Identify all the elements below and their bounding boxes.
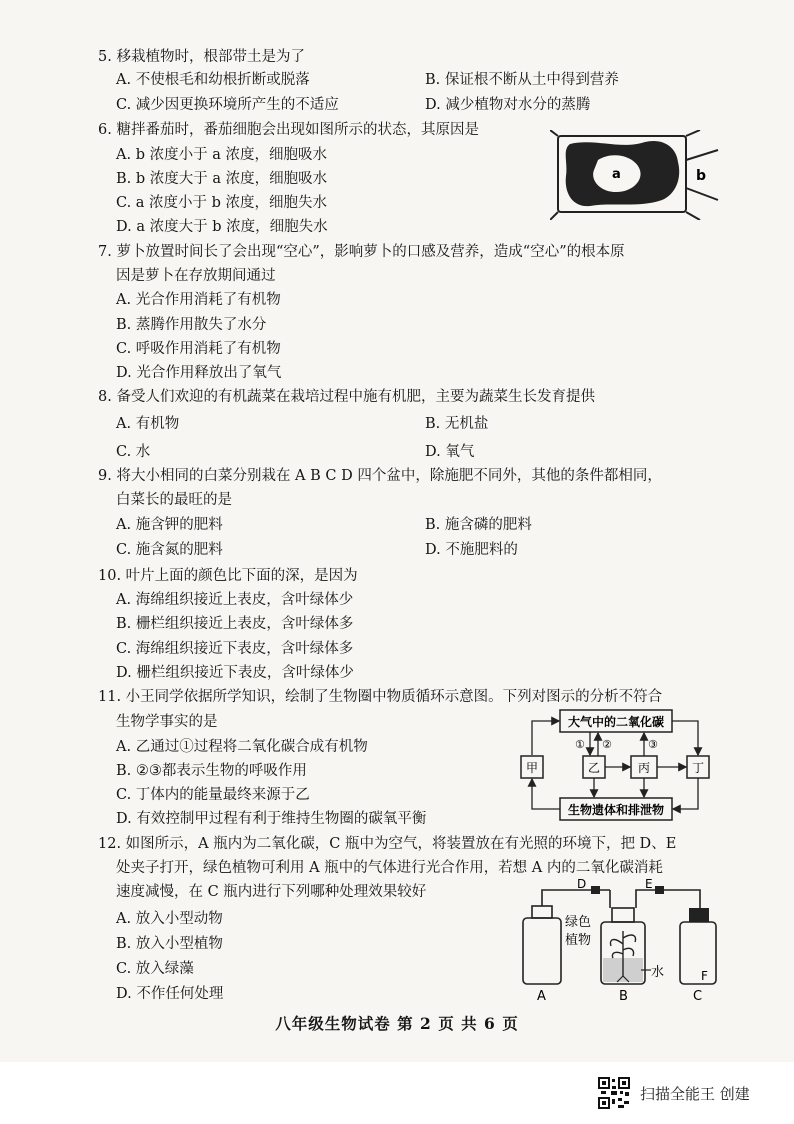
- question-7-stem: 7. 萝卜放置时间长了会出现“空心”，影响萝卜的口感及营养，造成“空心”的根本原: [98, 244, 625, 260]
- bottle-b-label: B: [619, 989, 628, 1004]
- question-5-option-b: B. 保证根不断从土中得到营养: [425, 72, 619, 88]
- clamp-label-e: E: [645, 877, 653, 891]
- node-bing: 丙: [637, 761, 651, 775]
- node-yi: 乙: [587, 761, 601, 775]
- question-6-option-c: C. a 浓度小于 b 浓度，细胞失水: [116, 195, 328, 211]
- bottle-f-label: F: [701, 969, 708, 983]
- question-8-option-a: A. 有机物: [116, 416, 180, 432]
- node-ding: 丁: [691, 761, 705, 775]
- question-7-stem-cont: 因是萝卜在存放期间通过: [116, 268, 276, 284]
- scanner-watermark-text: 扫描全能王 创建: [640, 1085, 750, 1103]
- bottle-c-label: C: [693, 989, 703, 1004]
- question-8-stem: 8. 备受人们欢迎的有机蔬菜在栽培过程中施有机肥，主要为蔬菜生长发育提供: [98, 389, 595, 405]
- box-remains-waste: 生物遗体和排泄物: [567, 803, 665, 817]
- question-12-stem-cont-2: 速度减慢，在 C 瓶内进行下列哪种处理效果较好: [116, 884, 427, 900]
- question-8-option-d: D. 氧气: [425, 444, 475, 460]
- question-11-option-a: A. 乙通过①过程将二氧化碳合成有机物: [116, 739, 368, 755]
- question-9-option-a: A. 施含钾的肥料: [116, 517, 223, 533]
- question-11-stem: 11. 小王同学依据所学知识，绘制了生物圈中物质循环示意图。下列对图示的分析不符合: [98, 689, 663, 705]
- cell-label-a: a: [612, 167, 621, 182]
- question-8-option-c: C. 水: [116, 444, 151, 460]
- question-11-option-d: D. 有效控制甲过程有利于维持生物圈的碳氧平衡: [116, 811, 427, 827]
- question-9-option-d: D. 不施肥料的: [425, 542, 518, 558]
- question-8-option-b: B. 无机盐: [425, 416, 489, 432]
- carbon-cycle-diagram: [515, 706, 720, 824]
- bottle-a-label: A: [537, 989, 546, 1004]
- clamp-label-d: D: [577, 877, 587, 891]
- question-10-option-c: C. 海绵组织接近下表皮，含叶绿体多: [116, 641, 354, 657]
- process-3: ③: [648, 738, 658, 751]
- question-10-option-a: A. 海绵组织接近上表皮，含叶绿体少: [116, 592, 354, 608]
- question-6-stem: 6. 糖拌番茄时，番茄细胞会出现如图所示的状态，其原因是: [98, 122, 479, 138]
- question-11-option-c: C. 丁体内的能量最终来源于乙: [116, 787, 310, 803]
- question-6-option-a: A. b 浓度小于 a 浓度，细胞吸水: [116, 147, 327, 163]
- question-12-option-d: D. 不作任何处理: [116, 986, 224, 1002]
- cell-label-b: b: [696, 168, 707, 184]
- question-5-stem: 5. 移栽植物时，根部带土是为了: [98, 49, 305, 65]
- question-5-option-a: A. 不使根毛和幼根折断或脱落: [116, 72, 310, 88]
- question-5-option-d: D. 减少植物对水分的蒸腾: [425, 97, 591, 113]
- question-12-stem-cont-1: 处夹子打开，绿色植物可利用 A 瓶中的气体进行光合作用，若想 A 内的二氧化碳消耗: [116, 860, 663, 876]
- node-jia: 甲: [525, 761, 539, 775]
- question-9-option-c: C. 施含氮的肥料: [116, 542, 223, 558]
- question-10-option-b: B. 栅栏组织接近上表皮，含叶绿体多: [116, 616, 354, 632]
- question-10-option-d: D. 栅栏组织接近下表皮，含叶绿体少: [116, 665, 354, 681]
- process-2: ②: [602, 738, 612, 751]
- plant-label-2: 植物: [565, 933, 592, 948]
- question-11-stem-cont: 生物学事实的是: [116, 714, 218, 730]
- box-atmosphere-co2: 大气中的二氧化碳: [567, 715, 665, 729]
- qr-code-icon: [598, 1077, 630, 1109]
- cell-diagram: [550, 130, 720, 220]
- bottle-apparatus-diagram: [515, 876, 730, 1006]
- question-7-option-a: A. 光合作用消耗了有机物: [116, 292, 281, 308]
- question-12-option-a: A. 放入小型动物: [116, 911, 223, 927]
- question-6-option-d: D. a 浓度大于 b 浓度，细胞失水: [116, 219, 328, 235]
- process-1: ①: [575, 738, 585, 751]
- question-9-stem-cont: 白菜长的最旺的是: [116, 492, 232, 508]
- question-10-stem: 10. 叶片上面的颜色比下面的深，是因为: [98, 568, 358, 584]
- question-12-option-b: B. 放入小型植物: [116, 936, 223, 952]
- page-footer: 八年级生物试卷 第 2 页 共 6 页: [275, 1014, 519, 1033]
- question-12-stem: 12. 如图所示，A 瓶内为二氧化碳，C 瓶中为空气，将装置放在有光照的环境下，把 D、E: [98, 836, 677, 852]
- question-7-option-b: B. 蒸腾作用散失了水分: [116, 317, 267, 333]
- question-7-option-d: D. 光合作用释放出了氧气: [116, 365, 282, 381]
- question-11-option-b: B. ②③都表示生物的呼吸作用: [116, 763, 307, 779]
- water-label: 水: [651, 965, 665, 980]
- question-7-option-c: C. 呼吸作用消耗了有机物: [116, 341, 281, 357]
- question-12-option-c: C. 放入绿藻: [116, 961, 194, 977]
- question-5-option-c: C. 减少因更换环境所产生的不适应: [116, 97, 339, 113]
- question-9-option-b: B. 施含磷的肥料: [425, 517, 532, 533]
- question-9-stem: 9. 将大小相同的白菜分别栽在 A B C D 四个盆中，除施肥不同外，其他的条件都相同，: [98, 468, 662, 484]
- question-6-option-b: B. b 浓度大于 a 浓度，细胞吸水: [116, 171, 328, 187]
- plant-label-1: 绿色: [565, 915, 592, 930]
